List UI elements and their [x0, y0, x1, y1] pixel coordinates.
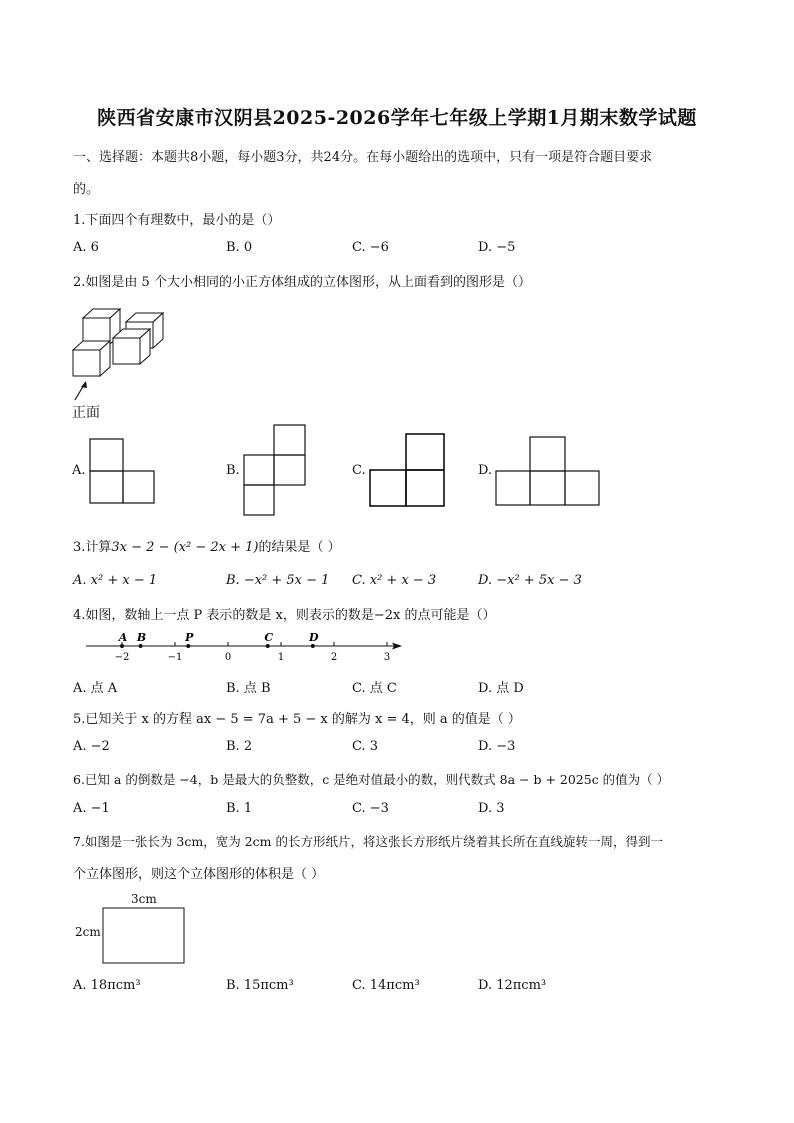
question-3-stem [73, 536, 341, 555]
q2-option-d-label: D. [478, 463, 493, 478]
q2-option-c-figure [366, 431, 450, 511]
question-4-stem: 4.如图，数轴上一点 P 表示的数是 x，则表示的数是−2x 的点可能是（） [73, 608, 496, 623]
number-line-point [139, 644, 143, 648]
q1-option-b: B. 0 [226, 240, 253, 255]
number-line-point-label: C [264, 631, 274, 644]
q3-option-d: D. −x² + 5x − 3 [478, 573, 582, 588]
page-title: 陕西省安康市汉阴县2025-2026学年七年级上学期1月期末数学试题 [97, 107, 697, 129]
q3-expression: 3x − 2 − (x² − 2x + 1) [111, 540, 259, 555]
q1-option-d: D. −5 [478, 240, 516, 255]
number-line-point [311, 644, 315, 648]
q7-option-c: C. 14πcm³ [352, 978, 420, 993]
q3-option-b: B. −x² + 5x − 1 [226, 573, 330, 588]
rect-side-label: 2cm [75, 925, 101, 939]
q4-option-b: B. 点 B [226, 681, 271, 696]
q2-option-a-figure [86, 436, 158, 506]
q2-option-b-label: B. [226, 463, 240, 478]
q4-option-a: A. 点 A [73, 681, 118, 696]
number-line-point-label: B [136, 631, 147, 644]
q2-option-a-label: A. [72, 463, 86, 478]
question-7-line1: 7.如图是一张长为 3cm，宽为 2cm 的长方形纸片，将这张长方形纸片绕着其长所在直线旋转一周，得到一 [73, 834, 663, 849]
cube-face [83, 318, 110, 344]
number-line [80, 626, 410, 668]
front-arrow-head [81, 381, 87, 388]
cube-face [113, 338, 140, 364]
q5-option-c: C. 3 [352, 739, 379, 754]
question-1-stem: 1.下面四个有理数中，最小的是（） [73, 213, 281, 228]
q5-option-a: A. −2 [73, 739, 110, 754]
q6-option-d: D. 3 [478, 801, 505, 816]
rectangle-paper-figure [100, 905, 188, 967]
axis-tick-label: 0 [224, 652, 232, 663]
number-line-point-label: P [185, 631, 194, 644]
q2-option-b-figure [240, 422, 310, 518]
cube-face [73, 350, 100, 376]
rect-top-label: 3cm [131, 892, 157, 906]
q1-option-c: C. −6 [352, 240, 389, 255]
q2-option-d-figure [492, 434, 604, 508]
number-line-point [266, 644, 270, 648]
q6-option-b: B. 1 [226, 801, 253, 816]
section-instructions-line2: 的。 [73, 182, 100, 197]
axis-tick-label: 3 [383, 652, 391, 663]
q3-stem-suffix: 的结果是（ ） [258, 540, 341, 555]
q1-option-a: A. 6 [73, 240, 99, 255]
section-instructions-line1: 一、选择题：本题共8小题，每小题3分，共24分。在每小题给出的选项中，只有一项是符合题目要求 [73, 150, 653, 165]
q7-option-d: D. 12πcm³ [478, 978, 547, 993]
question-7-line2: 个立体图形，则这个立体图形的体积是（ ） [73, 867, 325, 882]
question-5-stem: 5.已知关于 x 的方程 ax − 5 = 7a + 5 − x 的解为 x = 4，则 a 的值是（ ） [73, 712, 521, 727]
q4-option-d: D. 点 D [478, 681, 524, 696]
q3-option-c: C. x² + x − 3 [352, 573, 437, 588]
q6-option-a: A. −1 [73, 801, 110, 816]
number-line-point [120, 644, 124, 648]
front-label: 正面 [72, 405, 100, 421]
cube-stack-figure [66, 296, 176, 406]
q6-option-c: C. −3 [352, 801, 389, 816]
q3-stem-prefix: 3.计算 [73, 540, 112, 555]
number-line-point-label: D [309, 631, 319, 644]
q5-option-b: B. 2 [226, 739, 253, 754]
q3-option-a: A. x² + x − 1 [73, 573, 158, 588]
q4-option-c: C. 点 C [352, 681, 397, 696]
axis-tick-label: −1 [167, 652, 183, 663]
axis-tick-label: −2 [114, 652, 130, 663]
axis-tick-label: 1 [277, 652, 285, 663]
q7-option-a: A. 18πcm³ [73, 978, 141, 993]
number-line-point-label: A [118, 631, 128, 644]
number-line-point [186, 644, 190, 648]
axis-tick-label: 2 [330, 652, 338, 663]
question-6-stem: 6.已知 a 的倒数是 −4，b 是最大的负整数，c 是绝对值最小的数，则代数式 8a − b + 2025c 的值为（ ） [73, 772, 670, 787]
q5-option-d: D. −3 [478, 739, 516, 754]
question-2-stem: 2.如图是由 5 个大小相同的小正方体组成的立体图形，从上面看到的图形是（） [73, 275, 531, 290]
q2-option-c-label: C. [352, 463, 366, 478]
q7-option-b: B. 15πcm³ [226, 978, 294, 993]
